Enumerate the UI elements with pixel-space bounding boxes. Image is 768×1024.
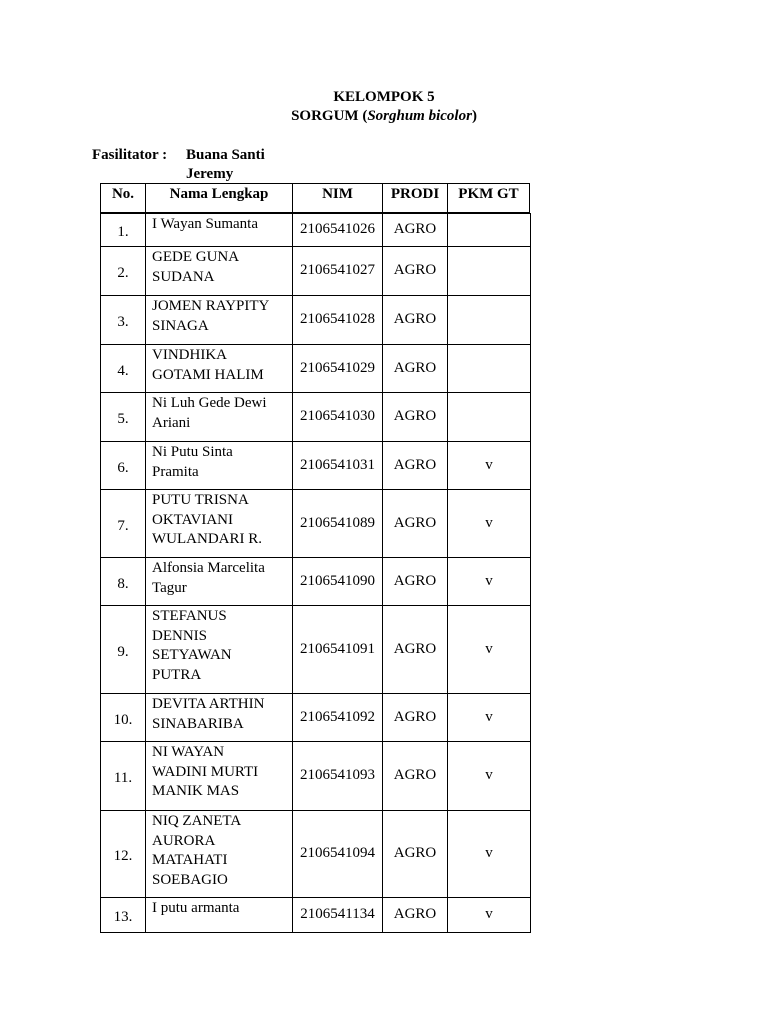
cell-nim (293, 606, 383, 693)
column-header-prodi: PRODI (383, 184, 448, 212)
cell-prodi (383, 214, 448, 246)
cell-prodi-text: AGRO (393, 311, 437, 328)
cell-pkm-gt-text: v (485, 456, 493, 473)
cell-nama-text: NIQ ZANETA AURORA MATAHATI SOEBAGIO (152, 813, 242, 888)
table-row (100, 247, 531, 296)
cell-nama-text: I putu armanta (152, 900, 240, 916)
cell-nim-text: 2106541031 (300, 456, 375, 473)
table-row (100, 898, 531, 933)
cell-prodi-text: AGRO (393, 262, 437, 279)
cell-nama (146, 490, 293, 557)
cell-pkm-gt (448, 393, 530, 441)
crop-scientific-name: Sorghum bicolor (367, 108, 472, 124)
table-row (100, 490, 531, 558)
cell-no-text: 11. (113, 770, 133, 787)
table-row (100, 694, 531, 742)
cell-pkm-gt-text: v (485, 708, 493, 725)
cell-pkm-gt-text: v (485, 845, 493, 862)
column-header-nim: NIM (293, 184, 383, 212)
cell-nim-text: 2106541092 (300, 708, 375, 725)
column-header-pkm-gt: PKM GT (458, 186, 519, 202)
cell-no (101, 214, 146, 246)
cell-nim (293, 214, 383, 246)
cell-nim-text: 2106541094 (300, 845, 375, 862)
table-body (100, 213, 531, 933)
cell-nama (146, 742, 293, 810)
cell-nama-text: PUTU TRISNA OKTAVIANI WULANDARI R. (152, 492, 262, 547)
cell-pkm-gt (448, 247, 530, 295)
cell-nim (293, 694, 383, 741)
cell-prodi (383, 694, 448, 741)
cell-prodi (383, 811, 448, 897)
facilitator-label: Fasilitator : (92, 147, 168, 163)
cell-nim (293, 442, 383, 489)
cell-prodi (383, 490, 448, 557)
cell-nama-text: GEDE GUNA SUDANA (152, 249, 240, 285)
cell-no (101, 296, 146, 344)
cell-no (101, 490, 146, 557)
cell-nama-text: JOMEN RAYPITY SINAGA (152, 298, 270, 334)
cell-nim (293, 247, 383, 295)
cell-pkm-gt (448, 296, 530, 344)
cell-nim-text: 2106541030 (300, 408, 375, 425)
cell-pkm-gt-text: v (485, 640, 493, 657)
cell-nama-text: Ni Luh Gede Dewi Ariani (152, 395, 267, 431)
cell-no (101, 247, 146, 295)
cell-prodi (383, 442, 448, 489)
cell-nim-text: 2106541027 (300, 262, 375, 279)
cell-no-text: 6. (117, 459, 129, 476)
cell-prodi-text: AGRO (393, 514, 437, 531)
column-header-no: No. (101, 184, 146, 212)
cell-nim (293, 898, 383, 932)
cell-no-text: 12. (113, 848, 133, 865)
cell-prodi (383, 247, 448, 295)
cell-nama (146, 898, 293, 932)
crop-title (0, 107, 768, 125)
table-row (100, 296, 531, 345)
cell-no-text: 8. (117, 575, 129, 592)
cell-prodi-text: AGRO (393, 572, 437, 589)
cell-pkm-gt (448, 442, 530, 489)
cell-prodi (383, 296, 448, 344)
column-header-nama: Nama Lengkap (146, 184, 293, 212)
cell-nim (293, 296, 383, 344)
cell-nim (293, 811, 383, 897)
cell-pkm-gt (448, 694, 530, 741)
cell-nama-text: STEFANUS DENNIS SETYAWAN PUTRA (152, 608, 232, 683)
cell-no-text: 7. (117, 517, 129, 534)
cell-pkm-gt-text: v (485, 906, 493, 923)
cell-pkm-gt-text: v (485, 767, 493, 784)
table-row (100, 742, 531, 811)
cell-nim (293, 742, 383, 810)
cell-pkm-gt (448, 811, 530, 897)
cell-no-text: 9. (117, 643, 129, 660)
table-row (100, 606, 531, 694)
cell-no (101, 558, 146, 605)
cell-no-text: 2. (117, 265, 129, 282)
cell-no-text: 5. (117, 411, 129, 428)
cell-pkm-gt (448, 345, 530, 392)
cell-prodi (383, 898, 448, 932)
cell-pkm-gt (448, 214, 530, 246)
cell-pkm-gt (448, 742, 530, 810)
cell-nim (293, 345, 383, 392)
cell-no (101, 393, 146, 441)
cell-no (101, 898, 146, 932)
cell-nama-text: NI WAYAN WADINI MURTI MANIK MAS (152, 744, 259, 799)
cell-no (101, 811, 146, 897)
cell-nama-text: Ni Putu Sinta Pramita (152, 444, 233, 480)
cell-nama-text: VINDHIKA GOTAMI HALIM (152, 347, 264, 383)
cell-pkm-gt (448, 490, 530, 557)
cell-pkm-gt (448, 558, 530, 605)
cell-no (101, 345, 146, 392)
cell-no (101, 742, 146, 810)
crop-suffix: ) (471, 108, 477, 124)
table-row (100, 213, 531, 247)
cell-prodi (383, 742, 448, 810)
cell-no (101, 606, 146, 693)
table-row (100, 442, 531, 490)
cell-nim-text: 2106541093 (300, 767, 375, 784)
cell-nim-text: 2106541026 (300, 221, 375, 238)
crop-prefix: SORGUM ( (291, 108, 368, 124)
cell-prodi (383, 606, 448, 693)
cell-nim-text: 2106541090 (300, 572, 375, 589)
cell-prodi-text: AGRO (393, 708, 437, 725)
cell-prodi-text: AGRO (393, 845, 437, 862)
cell-no (101, 442, 146, 489)
cell-nama (146, 442, 293, 489)
cell-prodi-text: AGRO (393, 359, 437, 376)
cell-prodi-text: AGRO (393, 408, 437, 425)
cell-nama (146, 393, 293, 441)
member-table (100, 183, 531, 933)
cell-nama-text: Alfonsia Marcelita Tagur (152, 560, 265, 596)
cell-no-text: 13. (113, 909, 133, 926)
cell-nama (146, 345, 293, 392)
cell-nim-text: 2106541134 (300, 906, 375, 923)
table-header-row (100, 183, 530, 213)
cell-prodi-text: AGRO (393, 767, 437, 784)
cell-nim-text: 2106541091 (300, 640, 375, 657)
cell-nama (146, 606, 293, 693)
table-row (100, 393, 531, 442)
facilitator-name-1: Buana Santi (186, 147, 265, 163)
cell-nama (146, 694, 293, 741)
cell-pkm-gt-text: v (485, 514, 493, 531)
table-row (100, 811, 531, 898)
cell-nama (146, 811, 293, 897)
cell-prodi-text: AGRO (393, 456, 437, 473)
cell-pkm-gt (448, 898, 530, 932)
table-row (100, 558, 531, 606)
cell-nama (146, 247, 293, 295)
cell-nama-text: DEVITA ARTHIN SINABARIBA (152, 696, 265, 732)
cell-prodi (383, 558, 448, 605)
cell-nim-text: 2106541028 (300, 311, 375, 328)
cell-no-text: 4. (117, 362, 129, 379)
cell-nim-text: 2106541029 (300, 359, 375, 376)
cell-prodi-text: AGRO (393, 221, 437, 238)
cell-nama (146, 558, 293, 605)
cell-pkm-gt (448, 606, 530, 693)
cell-no-text: 1. (117, 224, 129, 241)
facilitator-name-2: Jeremy (186, 166, 234, 182)
cell-no (101, 694, 146, 741)
cell-nim (293, 490, 383, 557)
table-row (100, 345, 531, 393)
cell-nim (293, 393, 383, 441)
cell-nim (293, 558, 383, 605)
cell-pkm-gt-text: v (485, 572, 493, 589)
cell-nama (146, 296, 293, 344)
cell-no-text: 10. (113, 711, 133, 728)
cell-prodi (383, 393, 448, 441)
cell-nama-text: I Wayan Sumanta (152, 216, 258, 232)
cell-nim-text: 2106541089 (300, 514, 375, 531)
cell-no-text: 3. (117, 314, 129, 331)
cell-prodi-text: AGRO (393, 640, 437, 657)
cell-prodi (383, 345, 448, 392)
cell-nama (146, 214, 293, 246)
cell-prodi-text: AGRO (393, 906, 437, 923)
group-title: KELOMPOK 5 (333, 89, 435, 105)
